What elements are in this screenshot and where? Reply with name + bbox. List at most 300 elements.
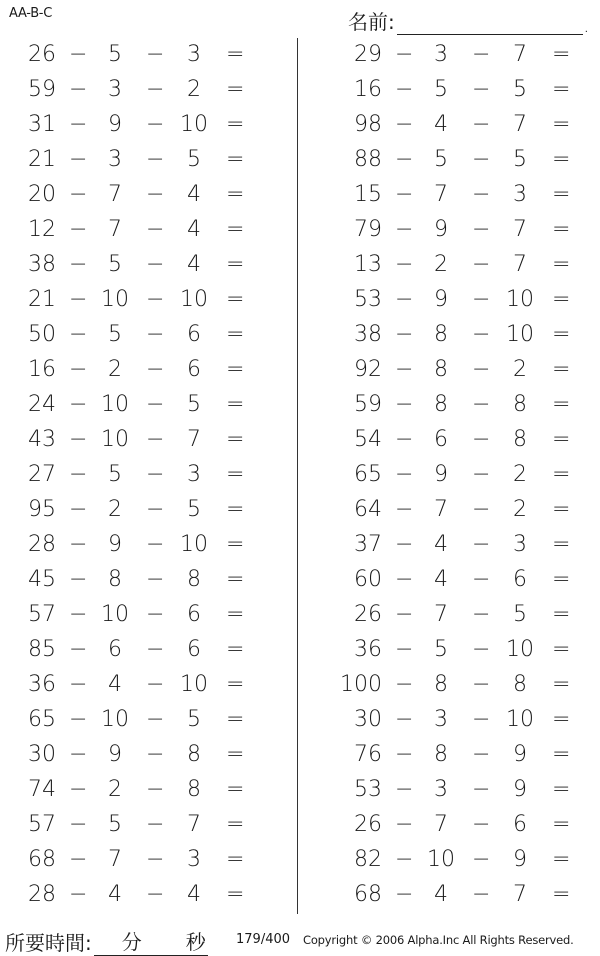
page-number: 179/400 (236, 932, 291, 947)
minus-sign: − (395, 182, 414, 207)
minuend: 13 (354, 252, 382, 277)
minuend: 74 (28, 777, 56, 802)
minuend: 59 (28, 77, 56, 102)
subtrahend-1: 6 (108, 637, 122, 662)
minus-sign: − (146, 602, 165, 627)
subtrahend-2: 8 (513, 392, 527, 417)
subtrahend-2: 8 (187, 567, 201, 592)
minus-sign: − (146, 567, 165, 592)
subtrahend-2: 7 (187, 427, 201, 452)
minus-sign: − (69, 532, 88, 557)
minuend: 21 (28, 147, 56, 172)
equals-sign: = (226, 322, 245, 347)
problem-row (12, 108, 257, 143)
minus-sign: − (69, 462, 88, 487)
subtrahend-1: 5 (108, 812, 122, 837)
equals-sign: = (226, 497, 245, 522)
problem-row (12, 843, 257, 878)
problem-row (12, 423, 257, 458)
minus-sign: − (395, 427, 414, 452)
subtrahend-1: 9 (108, 742, 122, 767)
equals-sign: = (226, 567, 245, 592)
problem-row (12, 458, 257, 493)
problem-row (12, 213, 257, 248)
minus-sign: − (69, 252, 88, 277)
minus-sign: − (395, 602, 414, 627)
name-input-line[interactable] (397, 14, 583, 35)
subtrahend-2: 2 (513, 357, 527, 382)
equals-sign: = (552, 182, 571, 207)
equals-sign: = (226, 812, 245, 837)
subtrahend-1: 8 (434, 742, 448, 767)
subtrahend-2: 7 (513, 112, 527, 137)
left-problem-column (12, 38, 257, 913)
minuend: 30 (354, 707, 382, 732)
subtrahend-2: 4 (187, 217, 201, 242)
minuend: 20 (28, 182, 56, 207)
equals-sign: = (226, 392, 245, 417)
minus-sign: − (146, 672, 165, 697)
subtrahend-1: 9 (108, 532, 122, 557)
minus-sign: − (395, 392, 414, 417)
seconds-unit: 秒 (184, 926, 208, 956)
subtrahend-2: 6 (187, 637, 201, 662)
minus-sign: − (395, 217, 414, 242)
minus-sign: − (69, 322, 88, 347)
equals-sign: = (226, 742, 245, 767)
minus-sign: − (69, 112, 88, 137)
minus-sign: − (146, 637, 165, 662)
problem-row (12, 808, 257, 843)
equals-sign: = (552, 567, 571, 592)
subtrahend-2: 10 (506, 322, 534, 347)
problem-row (338, 73, 583, 108)
subtrahend-2: 7 (513, 217, 527, 242)
minuend: 36 (354, 637, 382, 662)
minus-sign: − (472, 777, 491, 802)
subtrahend-1: 4 (434, 532, 448, 557)
subtrahend-1: 2 (434, 252, 448, 277)
problem-row (338, 773, 583, 808)
subtrahend-1: 3 (108, 147, 122, 172)
minus-sign: − (395, 147, 414, 172)
minuend: 88 (354, 147, 382, 172)
minus-sign: − (69, 42, 88, 67)
minus-sign: − (472, 147, 491, 172)
subtrahend-1: 9 (434, 462, 448, 487)
minuend: 68 (28, 847, 56, 872)
equals-sign: = (226, 42, 245, 67)
minus-sign: − (395, 462, 414, 487)
subtrahend-1: 5 (434, 637, 448, 662)
minus-sign: − (472, 847, 491, 872)
minus-sign: − (472, 882, 491, 907)
minus-sign: − (472, 707, 491, 732)
minus-sign: − (472, 532, 491, 557)
problem-row (12, 388, 257, 423)
problem-row (338, 528, 583, 563)
minus-sign: − (69, 217, 88, 242)
problem-row (338, 213, 583, 248)
minus-sign: − (69, 742, 88, 767)
subtrahend-2: 8 (187, 742, 201, 767)
equals-sign: = (552, 882, 571, 907)
minus-sign: − (69, 602, 88, 627)
equals-sign: = (552, 322, 571, 347)
minus-sign: − (395, 777, 414, 802)
problem-row (12, 283, 257, 318)
minus-sign: − (146, 287, 165, 312)
minuend: 64 (354, 497, 382, 522)
minus-sign: − (472, 322, 491, 347)
subtrahend-1: 3 (434, 707, 448, 732)
minus-sign: − (472, 742, 491, 767)
equals-sign: = (226, 182, 245, 207)
minus-sign: − (395, 742, 414, 767)
problem-row (338, 353, 583, 388)
minuend: 85 (28, 637, 56, 662)
minus-sign: − (146, 147, 165, 172)
subtrahend-2: 6 (187, 602, 201, 627)
subtrahend-1: 3 (108, 77, 122, 102)
minus-sign: − (472, 672, 491, 697)
minus-sign: − (395, 672, 414, 697)
equals-sign: = (226, 532, 245, 557)
subtrahend-1: 7 (108, 217, 122, 242)
equals-sign: = (552, 287, 571, 312)
equals-sign: = (226, 287, 245, 312)
minuend: 57 (28, 812, 56, 837)
problem-row (12, 353, 257, 388)
problem-row (338, 563, 583, 598)
subtrahend-2: 10 (506, 707, 534, 732)
equals-sign: = (226, 217, 245, 242)
subtrahend-2: 3 (513, 532, 527, 557)
minus-sign: − (69, 182, 88, 207)
minus-sign: − (69, 672, 88, 697)
problem-row (338, 248, 583, 283)
minus-sign: − (69, 882, 88, 907)
problem-row (338, 388, 583, 423)
subtrahend-1: 2 (108, 357, 122, 382)
subtrahend-2: 10 (506, 637, 534, 662)
subtrahend-1: 2 (108, 497, 122, 522)
minus-sign: − (146, 217, 165, 242)
minus-sign: − (395, 707, 414, 732)
equals-sign: = (552, 77, 571, 102)
minus-sign: − (472, 392, 491, 417)
minuend: 53 (354, 287, 382, 312)
minus-sign: − (146, 252, 165, 277)
subtrahend-2: 5 (187, 147, 201, 172)
problem-row (338, 318, 583, 353)
problem-row (338, 143, 583, 178)
minus-sign: − (69, 497, 88, 522)
problem-row (12, 633, 257, 668)
equals-sign: = (226, 462, 245, 487)
subtrahend-2: 4 (187, 882, 201, 907)
copyright-notice: Copyright © 2006 Alpha.Inc All Rights Reserved. (303, 933, 574, 947)
minuend: 36 (28, 672, 56, 697)
seconds-blank[interactable] (144, 934, 184, 956)
subtrahend-1: 9 (434, 217, 448, 242)
minuend: 92 (354, 357, 382, 382)
minuend: 98 (354, 112, 382, 137)
minus-sign: − (395, 77, 414, 102)
minuend: 29 (354, 42, 382, 67)
subtrahend-2: 5 (187, 392, 201, 417)
subtrahend-1: 4 (434, 112, 448, 137)
problem-row (12, 878, 257, 913)
equals-sign: = (226, 637, 245, 662)
subtrahend-2: 7 (187, 812, 201, 837)
minus-sign: − (69, 287, 88, 312)
subtrahend-2: 9 (513, 742, 527, 767)
equals-sign: = (552, 462, 571, 487)
minus-sign: − (146, 847, 165, 872)
equals-sign: = (552, 847, 571, 872)
subtrahend-1: 5 (434, 147, 448, 172)
minuend: 27 (28, 462, 56, 487)
equals-sign: = (226, 252, 245, 277)
minuend: 82 (354, 847, 382, 872)
minus-sign: − (395, 812, 414, 837)
equals-sign: = (552, 357, 571, 382)
minus-sign: − (395, 847, 414, 872)
minus-sign: − (395, 567, 414, 592)
subtrahend-2: 5 (187, 497, 201, 522)
minus-sign: − (472, 287, 491, 312)
equals-sign: = (226, 777, 245, 802)
equals-sign: = (552, 427, 571, 452)
problem-row (12, 528, 257, 563)
subtrahend-1: 2 (108, 777, 122, 802)
minus-sign: − (395, 322, 414, 347)
minus-sign: − (69, 847, 88, 872)
equals-sign: = (552, 217, 571, 242)
subtrahend-1: 10 (101, 427, 129, 452)
minus-sign: − (146, 182, 165, 207)
subtrahend-2: 8 (187, 777, 201, 802)
equals-sign: = (552, 42, 571, 67)
minuend: 38 (354, 322, 382, 347)
minus-sign: − (472, 567, 491, 592)
minus-sign: − (395, 882, 414, 907)
problem-row (338, 458, 583, 493)
minuend: 79 (354, 217, 382, 242)
minus-sign: − (146, 322, 165, 347)
minus-sign: − (69, 777, 88, 802)
minus-sign: − (472, 77, 491, 102)
problem-row (338, 878, 583, 913)
minus-sign: − (146, 812, 165, 837)
equals-sign: = (552, 602, 571, 627)
equals-sign: = (226, 147, 245, 172)
subtrahend-1: 8 (434, 392, 448, 417)
subtrahend-2: 8 (513, 672, 527, 697)
subtrahend-2: 5 (513, 602, 527, 627)
subtrahend-2: 7 (513, 252, 527, 277)
minus-sign: − (69, 567, 88, 592)
equals-sign: = (226, 847, 245, 872)
problem-row (338, 738, 583, 773)
subtrahend-1: 10 (101, 707, 129, 732)
minus-sign: − (146, 357, 165, 382)
minus-sign: − (69, 392, 88, 417)
problem-row (338, 808, 583, 843)
subtrahend-2: 6 (513, 567, 527, 592)
name-end-dot: . (584, 24, 588, 35)
minus-sign: − (472, 182, 491, 207)
minuend: 68 (354, 882, 382, 907)
minus-sign: − (146, 882, 165, 907)
subtrahend-1: 8 (434, 322, 448, 347)
problem-row (338, 633, 583, 668)
equals-sign: = (552, 672, 571, 697)
minus-sign: − (395, 287, 414, 312)
subtrahend-2: 10 (180, 672, 208, 697)
subtrahend-1: 5 (108, 322, 122, 347)
subtrahend-1: 3 (434, 42, 448, 67)
minus-sign: − (395, 112, 414, 137)
minus-sign: − (395, 532, 414, 557)
equals-sign: = (552, 252, 571, 277)
problem-row (338, 283, 583, 318)
minuend: 28 (28, 532, 56, 557)
subtrahend-2: 7 (513, 882, 527, 907)
subtrahend-1: 8 (434, 672, 448, 697)
minus-sign: − (146, 462, 165, 487)
worksheet-code: AA-B-C (9, 6, 52, 21)
equals-sign: = (552, 637, 571, 662)
subtrahend-1: 8 (108, 567, 122, 592)
minuend: 26 (28, 42, 56, 67)
problem-row (12, 563, 257, 598)
subtrahend-2: 6 (513, 812, 527, 837)
minuend: 28 (28, 882, 56, 907)
minuend: 43 (28, 427, 56, 452)
column-divider (297, 38, 298, 914)
subtrahend-2: 5 (513, 77, 527, 102)
minus-sign: − (472, 112, 491, 137)
minuend: 21 (28, 287, 56, 312)
subtrahend-2: 9 (513, 847, 527, 872)
minuend: 16 (354, 77, 382, 102)
equals-sign: = (226, 357, 245, 382)
subtrahend-2: 10 (180, 112, 208, 137)
subtrahend-1: 9 (108, 112, 122, 137)
minus-sign: − (472, 252, 491, 277)
minus-sign: − (472, 42, 491, 67)
minus-sign: − (472, 812, 491, 837)
minus-sign: − (69, 147, 88, 172)
equals-sign: = (226, 707, 245, 732)
subtrahend-2: 3 (187, 42, 201, 67)
minus-sign: − (146, 427, 165, 452)
minus-sign: − (472, 427, 491, 452)
subtrahend-1: 10 (101, 392, 129, 417)
minus-sign: − (472, 602, 491, 627)
minuend: 60 (354, 567, 382, 592)
minuend: 95 (28, 497, 56, 522)
minus-sign: − (146, 777, 165, 802)
minuend: 16 (28, 357, 56, 382)
problem-row (12, 38, 257, 73)
time-taken-label: 所要時間: (5, 931, 92, 955)
subtrahend-2: 10 (180, 287, 208, 312)
minuend: 26 (354, 602, 382, 627)
equals-sign: = (226, 602, 245, 627)
minuend: 50 (28, 322, 56, 347)
subtrahend-2: 6 (187, 322, 201, 347)
minuend: 37 (354, 532, 382, 557)
problem-row (12, 773, 257, 808)
right-problem-column (338, 38, 583, 913)
name-field (348, 6, 588, 35)
minus-sign: − (146, 742, 165, 767)
problem-row (12, 493, 257, 528)
subtrahend-2: 4 (187, 252, 201, 277)
problem-row (338, 843, 583, 878)
minus-sign: − (69, 812, 88, 837)
equals-sign: = (552, 112, 571, 137)
subtrahend-1: 4 (108, 672, 122, 697)
minus-sign: − (69, 637, 88, 662)
problem-row (338, 108, 583, 143)
minuend: 54 (354, 427, 382, 452)
subtrahend-2: 9 (513, 777, 527, 802)
minuend: 30 (28, 742, 56, 767)
minutes-blank[interactable] (94, 934, 120, 956)
problem-row (338, 598, 583, 633)
subtrahend-2: 3 (513, 182, 527, 207)
subtrahend-1: 4 (108, 882, 122, 907)
problem-row (338, 703, 583, 738)
minuend: 57 (28, 602, 56, 627)
problem-row (12, 318, 257, 353)
problem-row (338, 423, 583, 458)
minuend: 100 (340, 672, 382, 697)
minuend: 24 (28, 392, 56, 417)
problem-row (12, 668, 257, 703)
problem-row (12, 738, 257, 773)
subtrahend-1: 10 (101, 602, 129, 627)
subtrahend-2: 10 (180, 532, 208, 557)
subtrahend-1: 7 (108, 182, 122, 207)
problem-row (338, 668, 583, 703)
minuend: 76 (354, 742, 382, 767)
minuend: 65 (28, 707, 56, 732)
minus-sign: − (472, 462, 491, 487)
problem-row (12, 178, 257, 213)
problem-row (12, 143, 257, 178)
subtrahend-2: 5 (513, 147, 527, 172)
equals-sign: = (552, 392, 571, 417)
minus-sign: − (146, 532, 165, 557)
subtrahend-2: 5 (187, 707, 201, 732)
minus-sign: − (146, 112, 165, 137)
minus-sign: − (146, 497, 165, 522)
subtrahend-1: 5 (434, 77, 448, 102)
subtrahend-2: 3 (187, 847, 201, 872)
minus-sign: − (146, 707, 165, 732)
minus-sign: − (69, 77, 88, 102)
equals-sign: = (552, 777, 571, 802)
subtrahend-2: 3 (187, 462, 201, 487)
minus-sign: − (69, 707, 88, 732)
minutes-unit: 分 (120, 926, 144, 956)
subtrahend-1: 7 (434, 812, 448, 837)
